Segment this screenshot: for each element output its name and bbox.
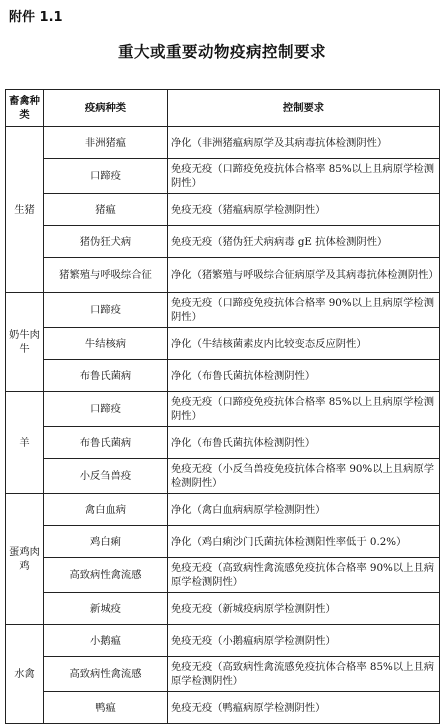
requirement-cell: 免疫无疫（口蹄疫免疫抗体合格率 85%以上且病原学检测阴性） — [168, 159, 440, 194]
requirement-cell: 免疫无疫（鸭瘟病原学检测阴性） — [168, 692, 440, 724]
header-category: 畜禽种类 — [6, 90, 44, 127]
requirement-cell: 免疫无疫（口蹄疫免疫抗体合格率 85%以上且病原学检测阴性） — [168, 392, 440, 427]
table-row — [6, 360, 440, 392]
disease-cell: 非洲猪瘟 — [44, 127, 168, 159]
table-row — [6, 328, 440, 360]
requirement-cell: 净化（非洲猪瘟病原学及其病毒抗体检测阴性） — [168, 127, 440, 159]
disease-cell: 鸡白痢 — [44, 526, 168, 558]
table-header-row — [6, 90, 440, 127]
disease-cell: 鸭瘟 — [44, 692, 168, 724]
table-row — [6, 427, 440, 459]
header-requirement: 控制要求 — [168, 90, 440, 127]
disease-cell: 小反刍兽疫 — [44, 459, 168, 494]
requirement-cell: 净化（鸡白痢沙门氏菌抗体检测阳性率低于 0.2%） — [168, 526, 440, 558]
disease-cell: 猪繁殖与呼吸综合征 — [44, 258, 168, 293]
disease-cell: 牛结核病 — [44, 328, 168, 360]
disease-cell: 猪伪狂犬病 — [44, 226, 168, 258]
table-row — [6, 226, 440, 258]
disease-cell: 高致病性禽流感 — [44, 558, 168, 593]
table-row — [6, 159, 440, 194]
disease-cell: 小鹅瘟 — [44, 625, 168, 657]
disease-cell: 布鲁氏菌病 — [44, 427, 168, 459]
disease-cell: 猪瘟 — [44, 194, 168, 226]
header-disease: 疫病种类 — [44, 90, 168, 127]
table-row — [6, 392, 440, 427]
requirement-cell: 免疫无疫（新城疫病原学检测阴性） — [168, 593, 440, 625]
requirement-cell: 免疫无疫（猪伪狂犬病病毒 gE 抗体检测阴性） — [168, 226, 440, 258]
table-row — [6, 194, 440, 226]
disease-cell: 新城疫 — [44, 593, 168, 625]
table-row — [6, 258, 440, 293]
table-row — [6, 558, 440, 593]
table-row — [6, 593, 440, 625]
requirement-cell: 净化（禽白血病病原学检测阴性） — [168, 494, 440, 526]
requirement-cell: 免疫无疫（猪瘟病原学检测阴性） — [168, 194, 440, 226]
category-cell: 生猪 — [6, 127, 44, 293]
category-cell: 奶牛肉牛 — [6, 293, 44, 392]
requirement-cell: 免疫无疫（小反刍兽疫免疫抗体合格率 90%以上且病原学检测阴性） — [168, 459, 440, 494]
disease-cell: 高致病性禽流感 — [44, 657, 168, 692]
table-row — [6, 293, 440, 328]
requirement-cell: 净化（布鲁氏菌抗体检测阴性） — [168, 360, 440, 392]
table-row — [6, 459, 440, 494]
requirement-cell: 净化（猪繁殖与呼吸综合征病原学及其病毒抗体检测阴性） — [168, 258, 440, 293]
requirement-cell: 免疫无疫（高致病性禽流感免疫抗体合格率 85%以上且病原学检测阴性） — [168, 657, 440, 692]
disease-cell: 口蹄疫 — [44, 392, 168, 427]
table-row — [6, 494, 440, 526]
category-cell: 羊 — [6, 392, 44, 494]
table-row — [6, 526, 440, 558]
disease-cell: 口蹄疫 — [44, 293, 168, 328]
requirement-cell: 净化（布鲁氏菌抗体检测阴性） — [168, 427, 440, 459]
disease-cell: 禽白血病 — [44, 494, 168, 526]
annex-label: 附件 1.1 — [9, 10, 63, 25]
requirement-cell: 免疫无疫（高致病性禽流感免疫抗体合格率 90%以上且病原学检测阴性） — [168, 558, 440, 593]
table-row — [6, 625, 440, 657]
table-row — [6, 127, 440, 159]
disease-cell: 口蹄疫 — [44, 159, 168, 194]
table-row — [6, 692, 440, 724]
disease-cell: 布鲁氏菌病 — [44, 360, 168, 392]
requirement-cell: 免疫无疫（小鹅瘟病原学检测阴性） — [168, 625, 440, 657]
category-cell: 水禽 — [6, 625, 44, 724]
category-cell: 蛋鸡肉鸡 — [6, 494, 44, 625]
table-row — [6, 657, 440, 692]
document-title: 重大或重要动物疫病控制要求 — [117, 43, 326, 61]
requirement-cell: 净化（牛结核菌素皮内比较变态反应阴性） — [168, 328, 440, 360]
disease-control-table — [5, 89, 440, 724]
requirement-cell: 免疫无疫（口蹄疫免疫抗体合格率 90%以上且病原学检测阴性） — [168, 293, 440, 328]
